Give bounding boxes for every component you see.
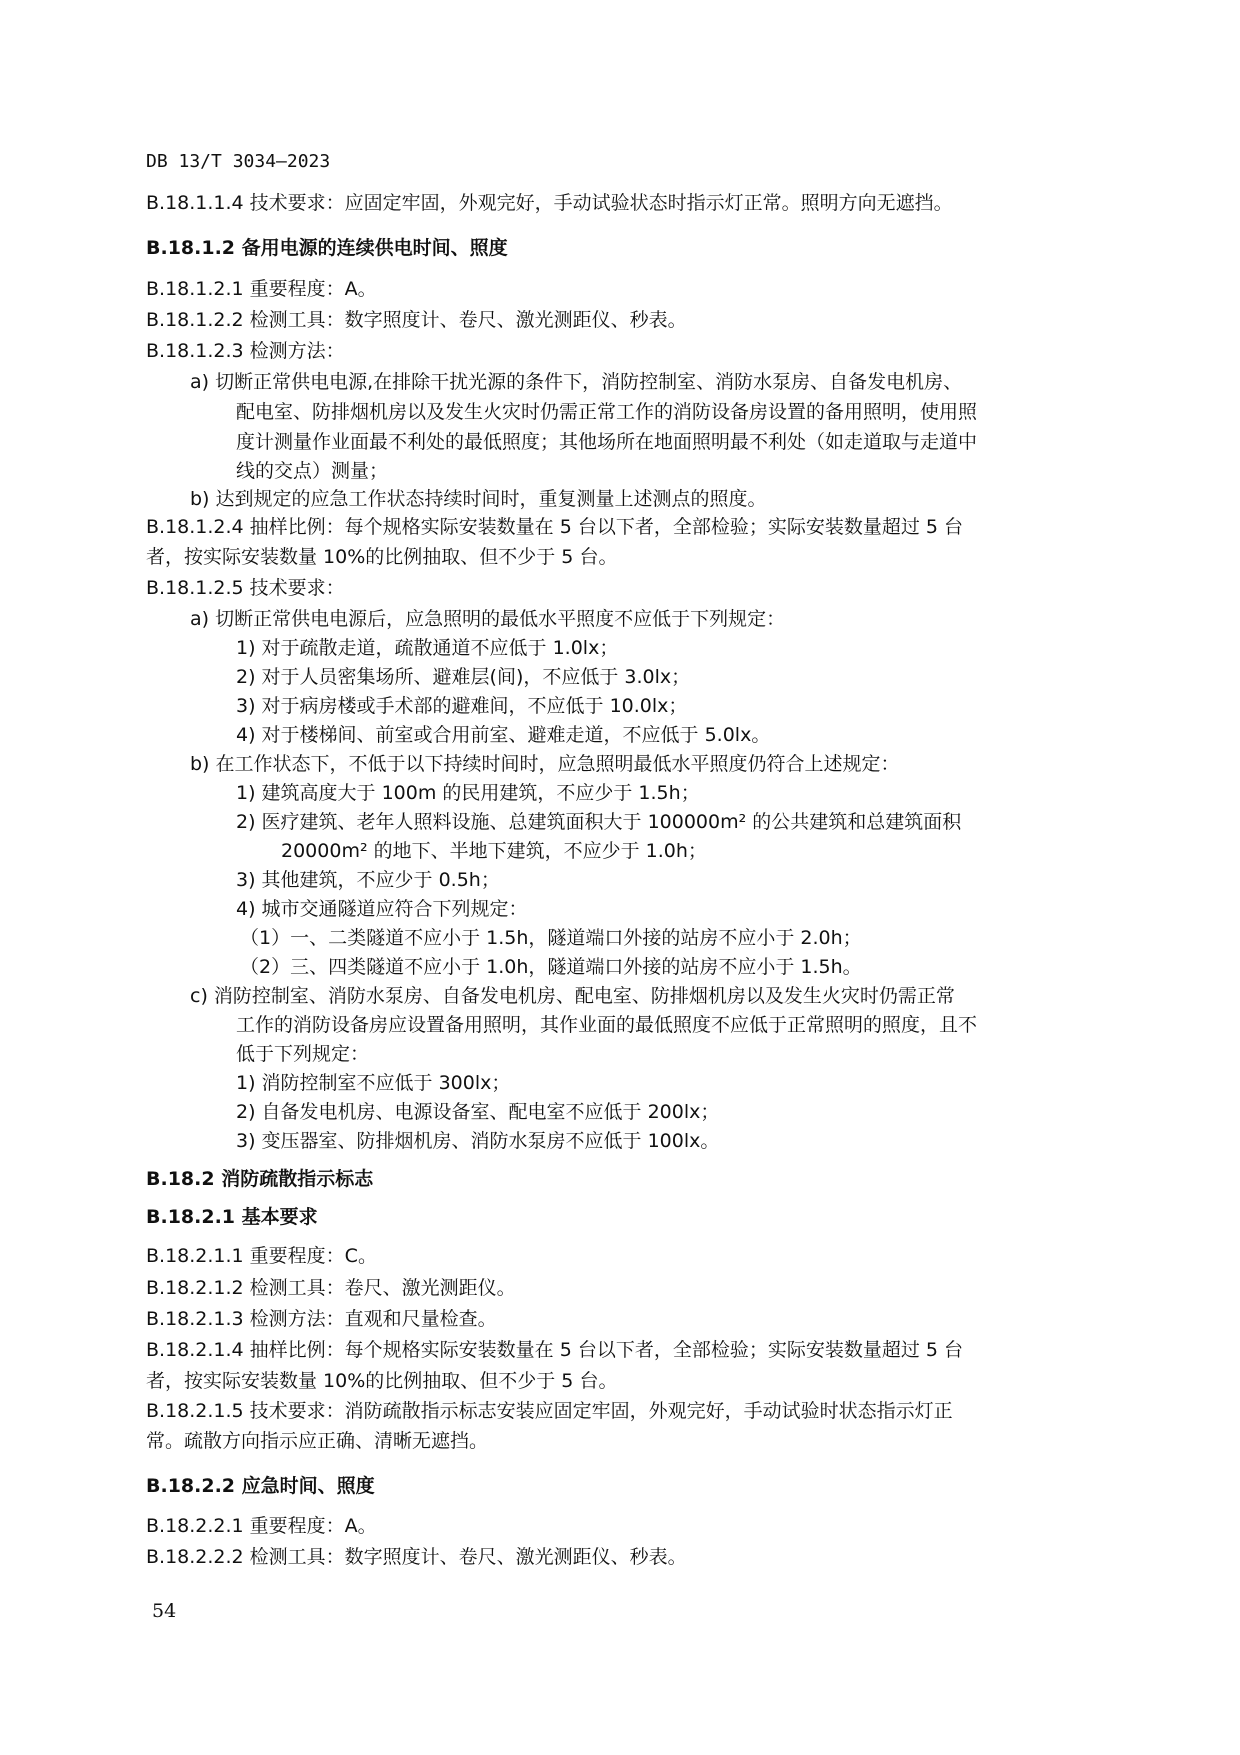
list-item: b) 达到规定的应急工作状态持续时间时，重复测量上述测点的照度。 [190,488,767,510]
list-item-continuation: 度计测量作业面最不利处的最低照度；其他场所在地面照明最不利处（如走道取与走道中 [236,431,978,453]
list-item-continuation: 配电室、防排烟机房以及发生火灾时仍需正常工作的消防设备房设置的备用照明，使用照 [236,401,978,423]
clause-text: B.18.1.2.1 重要程度：A。 [146,278,377,300]
clause-text: B.18.2.1.1 重要程度：C。 [146,1245,377,1267]
clause-text: B.18.1.2.4 抽样比例：每个规格实际安装数量在 5 台以下者，全部检验；实际安装数量超过 5 台 [146,516,964,538]
page-number: 54 [152,1600,177,1622]
nested-list-item: （1）一、二类隧道不应小于 1.5h，隧道端口外接的站房不应小于 2.0h； [240,927,862,949]
clause-text: B.18.2.1.2 检测工具：卷尺、激光测距仪。 [146,1277,516,1299]
clause-continuation: 常。疏散方向指示应正确、清晰无遮挡。 [146,1430,489,1452]
nested-list-item: （2）三、四类隧道不应小于 1.0h，隧道端口外接的站房不应小于 1.5h。 [240,956,862,978]
sub-list-item: 4) 对于楼梯间、前室或合用前室、避难走道，不应低于 5.0lx。 [236,724,771,746]
list-item: b) 在工作状态下，不低于以下持续时间时，应急照明最低水平照度仍符合上述规定： [190,753,900,775]
sub-list-item: 2) 医疗建筑、老年人照料设施、总建筑面积大于 100000m² 的公共建筑和总建筑面积 [236,811,962,833]
section-heading: B.18.2.1 基本要求 [146,1206,318,1228]
list-item-continuation: 工作的消防设备房应设置备用照明，其作业面的最低照度不应低于正常照明的照度，且不 [236,1014,978,1036]
clause-text: B.18.2.2.2 检测工具：数字照度计、卷尺、激光测距仪、秒表。 [146,1546,687,1568]
clause-text: B.18.2.1.5 技术要求：消防疏散指示标志安装应固定牢固，外观完好，手动试验时状态指示灯正 [146,1400,953,1422]
clause-text: B.18.1.2.2 检测工具：数字照度计、卷尺、激光测距仪、秒表。 [146,309,687,331]
clause-text: B.18.2.1.4 抽样比例：每个规格实际安装数量在 5 台以下者，全部检验；实际安装数量超过 5 台 [146,1339,964,1361]
sub-list-item: 3) 变压器室、防排烟机房、消防水泵房不应低于 100lx。 [236,1130,720,1152]
clause-text: B.18.2.1.3 检测方法：直观和尺量检查。 [146,1308,497,1330]
list-item: a) 切断正常供电电源,在排除干扰光源的条件下，消防控制室、消防水泵房、自备发电机房、 [190,371,963,393]
sub-list-item: 3) 对于病房楼或手术部的避难间，不应低于 10.0lx； [236,695,688,717]
section-heading: B.18.2 消防疏散指示标志 [146,1168,374,1190]
sub-list-item: 1) 建筑高度大于 100m 的民用建筑，不应少于 1.5h； [236,782,700,804]
sub-list-item: 2) 对于人员密集场所、避难层(间)，不应低于 3.0lx； [236,666,691,688]
clause-text: B.18.2.2.1 重要程度：A。 [146,1515,377,1537]
clause-text: B.18.1.1.4 技术要求：应固定牢固，外观完好，手动试验状态时指示灯正常。照明方向无遮挡。 [146,192,953,214]
section-heading: B.18.2.2 应急时间、照度 [146,1475,375,1497]
list-item: a) 切断正常供电电源后，应急照明的最低水平照度不应低于下列规定： [190,608,786,630]
list-item-continuation: 线的交点）测量； [236,460,389,482]
section-heading: B.18.1.2 备用电源的连续供电时间、照度 [146,237,508,259]
clause-continuation: 者，按实际安装数量 10%的比例抽取、但不少于 5 台。 [146,546,618,568]
clause-continuation: 者，按实际安装数量 10%的比例抽取、但不少于 5 台。 [146,1370,618,1392]
sub-list-item: 4) 城市交通隧道应符合下列规定： [236,898,528,920]
sub-list-item: 1) 消防控制室不应低于 300lx； [236,1072,511,1094]
sub-list-item: 1) 对于疏散走道，疏散通道不应低于 1.0lx； [236,637,619,659]
sub-list-item: 2) 自备发电机房、电源设备室、配电室不应低于 200lx； [236,1101,720,1123]
list-item: c) 消防控制室、消防水泵房、自备发电机房、配电室、防排烟机房以及发生火灾时仍需正常 [190,985,955,1007]
sub-list-item: 3) 其他建筑，不应少于 0.5h； [236,869,500,891]
document-id: DB 13/T 3034—2023 [146,151,331,172]
sub-list-item-continuation: 20000m² 的地下、半地下建筑，不应少于 1.0h； [281,840,707,862]
clause-text: B.18.1.2.5 技术要求： [146,577,345,599]
list-item-continuation: 低于下列规定： [236,1043,370,1065]
clause-text: B.18.1.2.3 检测方法： [146,340,345,362]
